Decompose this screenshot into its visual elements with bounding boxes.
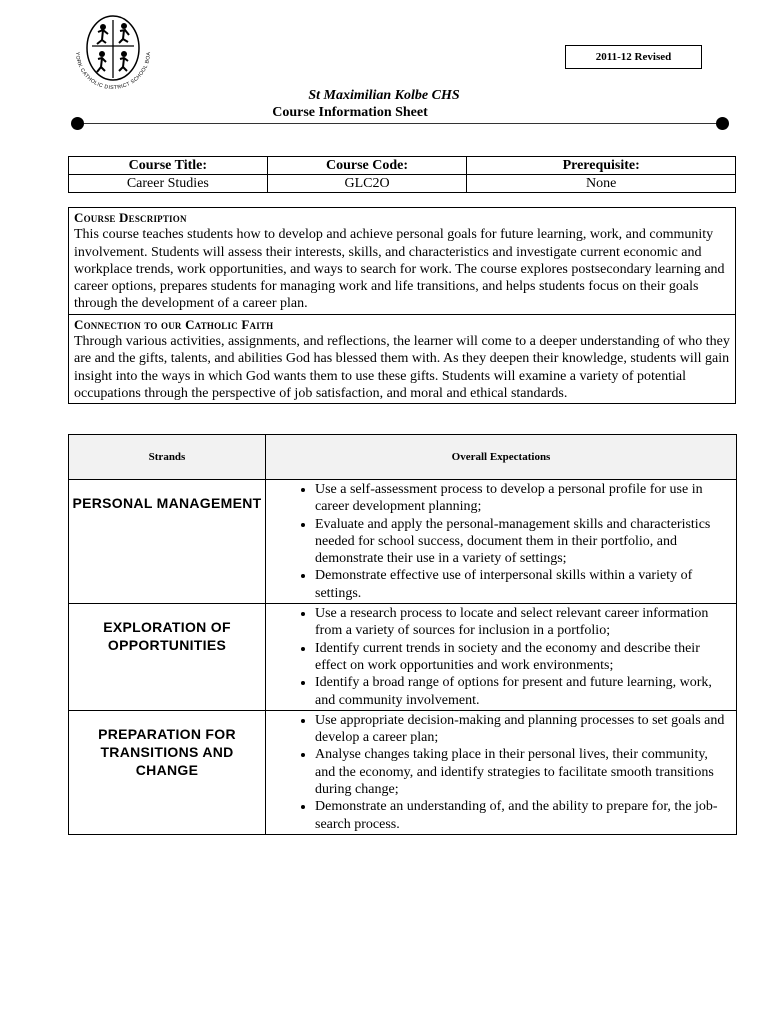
strand-expectations: [266, 604, 737, 711]
strand-expectations: [266, 710, 737, 834]
prerequisite-value: None: [467, 175, 736, 193]
expectations-list: [267, 712, 735, 833]
school-name: St Maximilian Kolbe CHS: [308, 88, 460, 103]
strand-row: [69, 480, 737, 604]
catholic-faith-text: Through various activities, assignments, and reflections, the learner will come to a deeper understanding of who they are and the gifts, talents, and abilities God has blessed them with. As they deepen their knowledge, students will gain insight into the ways in which God wants them to use these gifts. Students will examine a variety of potential occupations through the perspective of job satisfaction, and moral and ethical standards.: [74, 334, 730, 401]
expectation-item: • Evaluate and apply the personal-management skills and characteristics needed for school success, document them in their portfolio, and demonstrate their use in a variety of settings;: [315, 516, 727, 568]
strand-name: EXPLORATION OF OPPORTUNITIES: [69, 604, 266, 711]
divider-right-dot: [716, 117, 729, 130]
prerequisite-header: Prerequisite:: [467, 157, 736, 175]
course-description-section: [69, 208, 735, 314]
divider-left-dot: [71, 117, 84, 130]
expectation-item: • Use a self-assessment process to develop a personal profile for use in career development planning;: [315, 481, 727, 516]
expectation-item: • Demonstrate an understanding of, and the ability to prepare for, the job-search process.: [315, 798, 727, 833]
course-info-value-row: [69, 175, 736, 193]
expectations-column-header: Overall Expectations: [266, 435, 737, 480]
expectation-item: • Use appropriate decision-making and planning processes to set goals and develop a career plan;: [315, 712, 727, 747]
strand-name: PREPARATION FOR TRANSITIONS AND CHANGE: [69, 710, 266, 834]
strands-table: [68, 434, 737, 835]
expectations-list: [267, 481, 735, 602]
expectation-item: • Analyse changes taking place in their personal lives, their community, and the economy, and identify strategies to facilitate smooth transitions during change;: [315, 746, 727, 798]
course-code-value: GLC2O: [267, 175, 467, 193]
header-divider: [77, 123, 723, 124]
catholic-faith-heading: Connection to our Catholic Faith: [74, 316, 274, 332]
catholic-faith-section: [69, 314, 735, 403]
description-box: [68, 207, 736, 404]
expectation-item: • Identify a broad range of options for present and future learning, work, and community involvement.: [315, 674, 727, 709]
revised-badge: 2011-12 Revised: [565, 45, 702, 69]
svg-text:YORK CATHOLIC DISTRICT SCHOOL: YORK CATHOLIC DISTRICT SCHOOL BOA: [73, 51, 153, 92]
course-code-header: Course Code:: [267, 157, 467, 175]
course-info-table: [68, 156, 736, 193]
course-title-header: Course Title:: [69, 157, 268, 175]
strand-expectations: [266, 480, 737, 604]
expectation-item: • Use a research process to locate and select relevant career information from a variety of sources for inclusion in a portfolio;: [315, 605, 727, 640]
strands-column-header: Strands: [69, 435, 266, 480]
course-description-text: This course teaches students how to develop and achieve personal goals for future learning, work, and community involvement. Students will assess their interests, skills, and characteristics and investigate current economic and workplace trends, work opportunities, and ways to search for work. The course explores postsecondary learning and career options, prepares students for managing work and life transitions, and helps students focus on their goals through the development of a career plan.: [74, 227, 725, 312]
expectations-list: [267, 605, 735, 709]
strand-row: [69, 604, 737, 711]
expectation-item: • Demonstrate effective use of interpersonal skills within a variety of settings.: [315, 567, 727, 602]
strand-name: PERSONAL MANAGEMENT: [69, 480, 266, 604]
course-info-header-row: [69, 157, 736, 175]
expectation-item: • Identify current trends in society and the economy and describe their effect on work opportunities and work environments;: [315, 640, 727, 675]
strand-row: [69, 710, 737, 834]
page-title: Course Information Sheet: [272, 105, 428, 120]
course-title-value: Career Studies: [69, 175, 268, 193]
course-description-heading: Course Description: [74, 210, 187, 225]
strands-header-row: [69, 435, 737, 480]
